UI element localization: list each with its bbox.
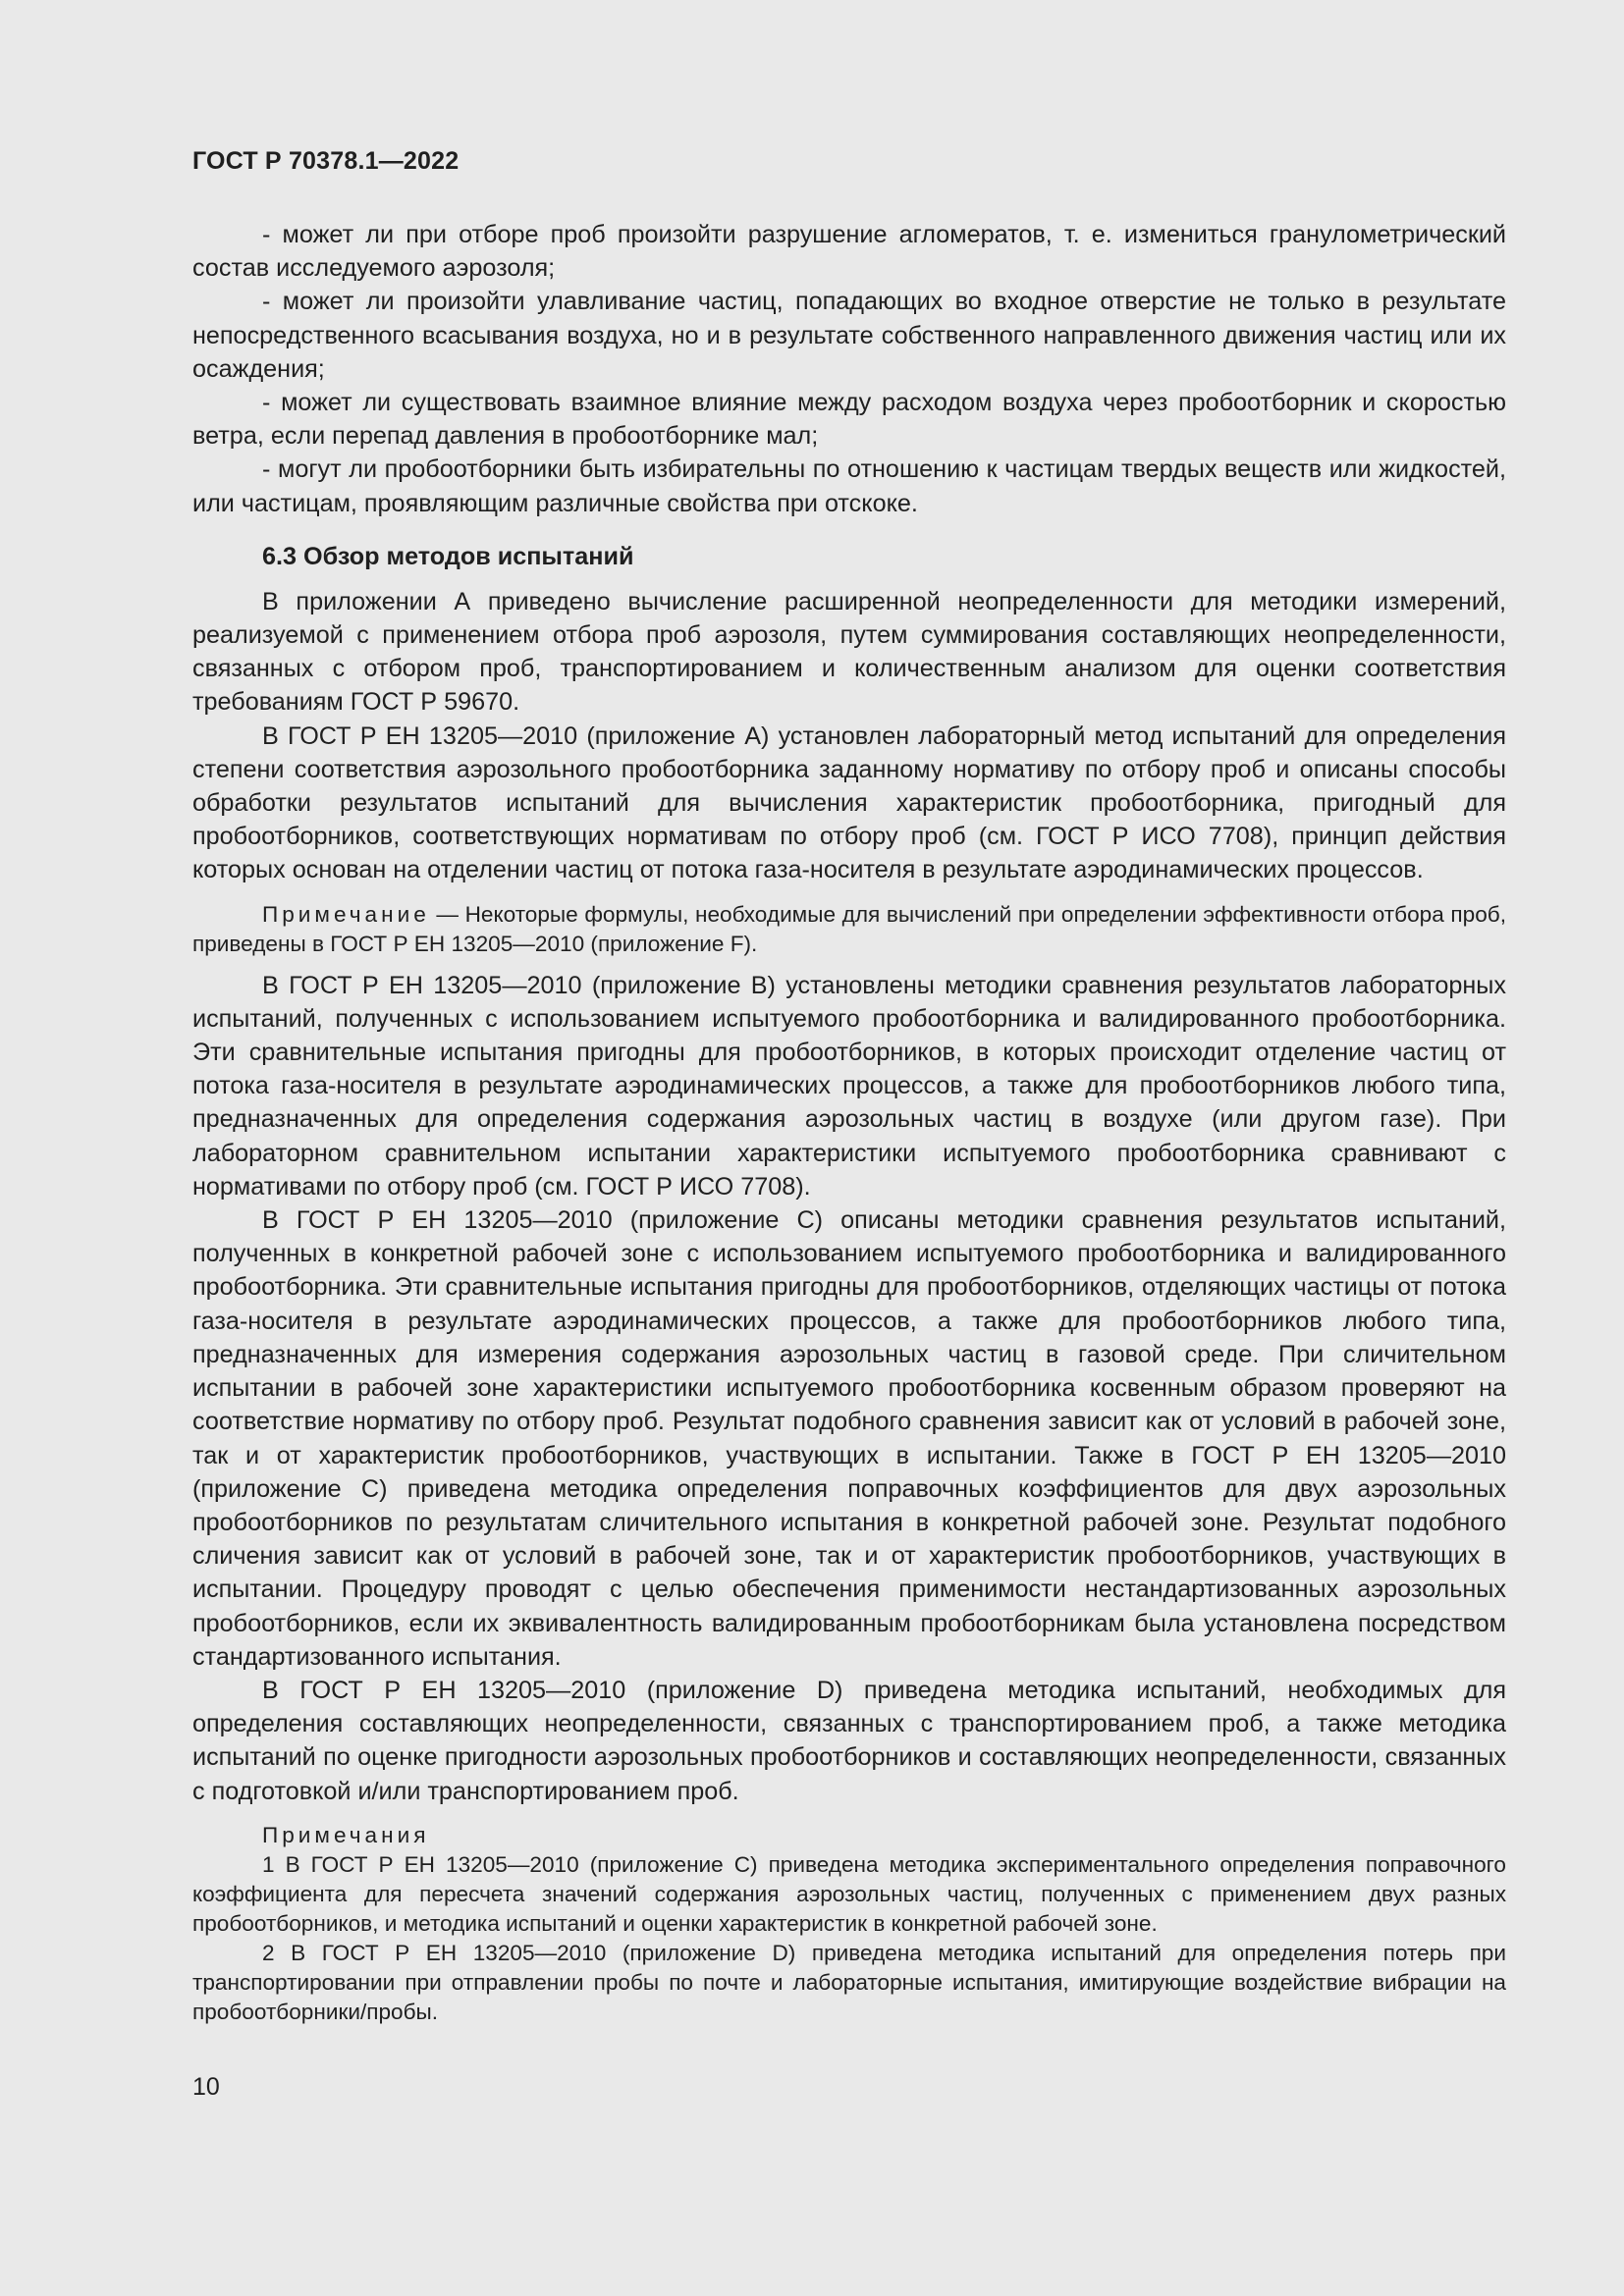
bullet-item: - может ли существовать взаимное влияние между расходом воздуха через пробоотборник и скоростью ветра, если перепад давления в пробоотборнике мал; [192, 389, 1506, 451]
note-item: 2 В ГОСТ Р ЕН 13205—2010 (приложение D) приведена методика испытаний для определения потерь при транспортировании при отправлении пробы по почте и лабораторные испытания, имитирующие воздействие вибрации на пробоотборники/пробы. [192, 1940, 1506, 2024]
document-body [192, 218, 1506, 2037]
bullet-item: - может ли произойти улавливание частиц, попадающих во входное отверстие не только в результате непосредственного всасывания воздуха, но и в результате собственного направленного движения частиц или их осаждения; [192, 288, 1506, 383]
bullet-item: - может ли при отборе проб произойти разрушение агломератов, т. е. измениться гранулометрический состав исследуемого аэрозоля; [192, 221, 1506, 283]
section-heading: 6.3 Обзор методов испытаний [262, 542, 634, 570]
note-paragraph [192, 900, 1506, 959]
notes-title: Примечания [262, 1822, 430, 1847]
body-paragraph: В приложении А приведено вычисление расширенной неопределенности для методики измерений, реализуемой с применением отбора проб аэрозоля, путем суммирования составляющих неопределенности, связанных с отбором проб, транспортированием и количественным анализом для оценки соответствия требованиям ГОСТ Р 59670. [192, 587, 1506, 717]
notes-block [192, 1821, 1506, 2027]
page-number: 10 [192, 2073, 220, 2101]
note-dash: — [429, 901, 465, 927]
body-paragraph: В ГОСТ Р ЕН 13205—2010 (приложение В) установлены методики сравнения результатов лабораторных испытаний, полученных с использованием испытуемого пробоотборника и валидированного пробоотборника. Эти сравнительные испытания пригодны для пробоотборников, в которых происходит отделение частиц от потока газа-носителя в результате аэродинамических процессов, а также для пробоотборников любого типа, предназначенных для определения содержания аэрозольных частиц в воздухе (или другом газе). При лабораторном сравнительном испытании характеристики испытуемого пробоотборника сравнивают с нормативами по отбору проб (см. ГОСТ Р ИСО 7708). [192, 971, 1506, 1201]
body-paragraph: В ГОСТ Р ЕН 13205—2010 (приложение А) установлен лабораторный метод испытаний для определения степени соответствия аэрозольного пробоотборника заданному нормативу по отбору проб и описаны способы обработки результатов испытаний для вычисления характеристик пробоотборника, пригодный для пробоотборников, соответствующих нормативам по отбору проб (см. ГОСТ Р ИСО 7708), принцип действия которых основан на отделении частиц от потока газа-носителя в результате аэродинамических процессов. [192, 721, 1506, 884]
body-paragraph: В ГОСТ Р ЕН 13205—2010 (приложение С) описаны методики сравнения результатов испытаний, полученных в конкретной рабочей зоне с использованием испытуемого пробоотборника и валидированного пробоотборника. Эти сравнительные испытания пригодны для пробоотборников, отделяющих частицы от потока газа-носителя в результате аэродинамических процессов, а также для пробоотборников любого типа, предназначенных для измерения содержания аэрозольных частиц в газовой среде. При сличительном испытании в рабочей зоне характеристики испытуемого пробоотборника косвенным образом проверяют на соответствие нормативу по отбору проб. Результат подобного сравнения зависит как от условий в рабочей зоне, так и от характеристик пробоотборников, участвующих в испытании. Также в ГОСТ Р ЕН 13205—2010 (приложение С) приведена методика определения поправочных коэффициентов для двух аэрозольных пробоотборников по результатам сличительного испытания в конкретной рабочей зоне. Результат подобного сличения зависит как от условий в рабочей зоне, так и от характеристик пробоотборников, участвующих в испытании. Процедуру проводят с целью обеспечения применимости нестандартизованных аэрозольных пробоотборников, если их эквивалентность валидированным пробоотборникам была установлена посредством стандартизованного испытания. [192, 1206, 1506, 1671]
note-label: Примечание [262, 901, 430, 927]
document-code-header: ГОСТ Р 70378.1—2022 [192, 147, 460, 175]
body-paragraph: В ГОСТ Р ЕН 13205—2010 (приложение D) приведена методика испытаний, необходимых для определения составляющих неопределенности, связанных с транспортированием проб, а также методика испытаний по оценке пригодности аэрозольных пробоотборников и составляющих неопределенности, связанных с подготовкой и/или транспортированием проб. [192, 1676, 1506, 1805]
bullet-item: - могут ли пробоотборники быть избирательны по отношению к частицам твердых веществ или жидкостей, или частицам, проявляющим различные свойства при отскоке. [192, 455, 1506, 517]
note-block [192, 900, 1506, 959]
note-text: Некоторые формулы, необходимые для вычислений при определении эффективности отбора проб, приведены в ГОСТ Р ЕН 13205—2010 (приложение F). [192, 901, 1506, 956]
note-item: 1 В ГОСТ Р ЕН 13205—2010 (приложение С) приведена методика экспериментального определения поправочного коэффициента для пересчета значений содержания аэрозольных частиц, полученных с применением двух разных пробоотборников, и методика испытаний и оценки характеристик в конкретной рабочей зоне. [192, 1851, 1506, 1936]
